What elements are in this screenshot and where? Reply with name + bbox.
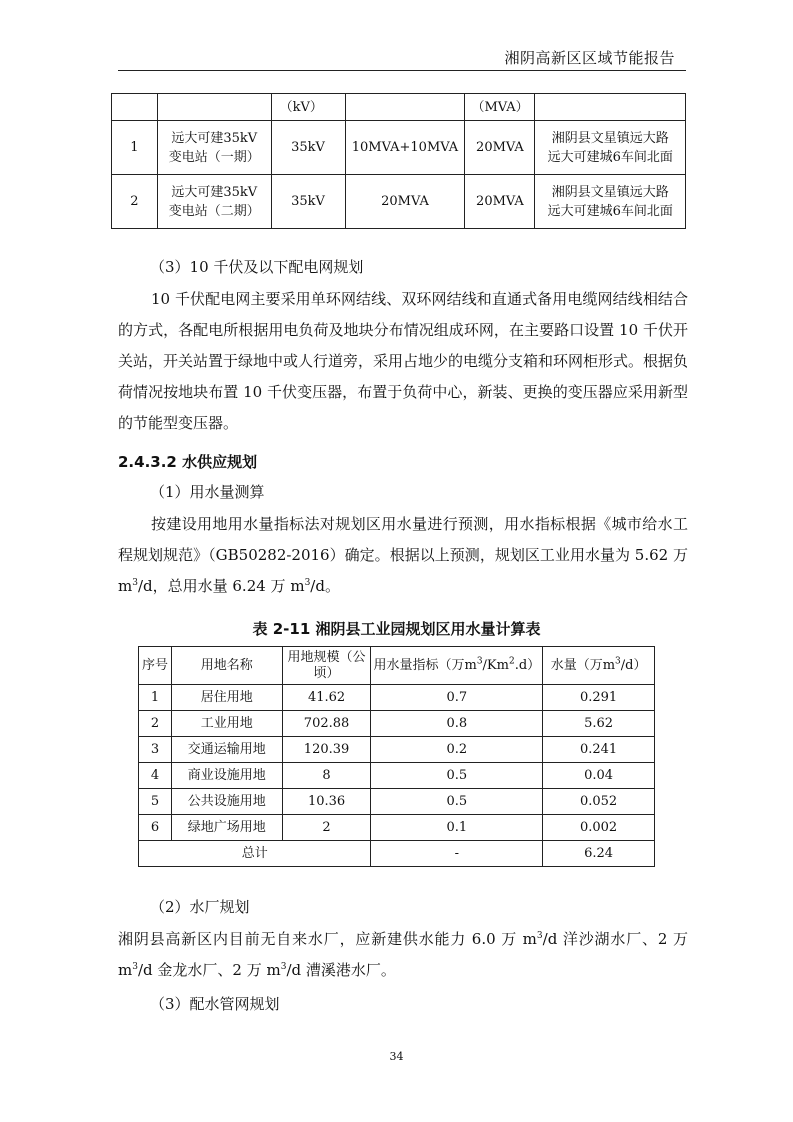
header-land-scale: 用地规模（公顷）: [282, 647, 371, 685]
header-water-volume: 水量（万$m^3/d$）: [543, 647, 655, 685]
header-land-name: 用地名称: [171, 647, 282, 685]
table-row: 3 交通运输用地 120.39 0.2 0.241: [139, 737, 655, 763]
header-index: 序号: [139, 647, 172, 685]
paragraph-distribution: 10 千伏配电网主要采用单环网结线、双环网结线和直通式备用电缆网结线相结合的方式，各配电所根据用电负荷及地块分布情况组成环网，在主要路口设置 10 千伏开关站，开关站置于绿地中或人行道旁，采用占地少的电缆分支箱和环网柜形式。根据负荷情况按地块布置 10 千伏变压器，布置于负荷中心，新装、更换的变压器应采用新型的节能型变压器。: [118, 290, 689, 432]
unit-kv: （kV）: [271, 94, 345, 121]
table-total-row: 总计 - 6.24: [139, 841, 655, 867]
total-label: 总计: [139, 841, 371, 867]
table-row: 2 工业用地 702.88 0.8 5.62: [139, 711, 655, 737]
unit-mva: （MVA）: [465, 94, 535, 121]
table-row: 5 公共设施用地 10.36 0.5 0.052: [139, 789, 655, 815]
water-usage-table: [138, 646, 655, 867]
subheading-water-plant: （2）水厂规划: [150, 898, 250, 916]
table-row: 4 商业设施用地 8 0.5 0.04: [139, 763, 655, 789]
table-row: 1 远大可建35kV变电站（一期） 35kV 10MVA+10MVA 20MVA 湘阴县文星镇远大路远大可建城6车间北面: [112, 121, 686, 175]
subheading-water-calc: （1）用水量测算: [150, 483, 265, 501]
paragraph-water-plant: 湘阴县高新区内目前无自来水厂，应新建供水能力 6.0 万 $m^3/d$ 洋沙湖水厂、2 万 $m^3/d$ 金龙水厂、2 万 $m^3/d$ 漕溪港水厂。: [118, 930, 688, 979]
table1-unit-row: [112, 94, 686, 121]
subheading-distribution: （3）10 千伏及以下配电网规划: [150, 258, 364, 276]
table-row: 6 绿地广场用地 2 0.1 0.002: [139, 815, 655, 841]
header-title: 湘阴高新区区域节能报告: [504, 49, 675, 67]
header-rule: [118, 70, 686, 71]
section-heading-water: 2.4.3.2 水供应规划: [118, 453, 258, 471]
table-row: 1 居住用地 41.62 0.7 0.291: [139, 685, 655, 711]
paragraph-water-calc: 按建设用地用水量指标法对规划区用水量进行预测，用水指标根据《城市给水工程规划规范》（GB50282-2016）确定。根据以上预测，规划区工业用水量为 5.62 万 $m^3/d$，总用水量 6.24 万 $m^3/d$。: [118, 515, 688, 595]
subheading-pipe-network: （3）配水管网规划: [150, 995, 280, 1013]
table-header-row: [139, 647, 655, 685]
table-caption: 表 2-11 湘阴县工业园规划区用水量计算表: [252, 620, 541, 638]
page-number: 34: [389, 1050, 404, 1063]
total-value: 6.24: [543, 841, 655, 867]
header-water-index: 用水量指标（万$m^3/Km^2.d$）: [371, 647, 543, 685]
table-row: 2 远大可建35kV变电站（二期） 35kV 20MVA 20MVA 湘阴县文星镇远大路远大可建城6车间北面: [112, 175, 686, 229]
substation-table: [111, 93, 686, 229]
